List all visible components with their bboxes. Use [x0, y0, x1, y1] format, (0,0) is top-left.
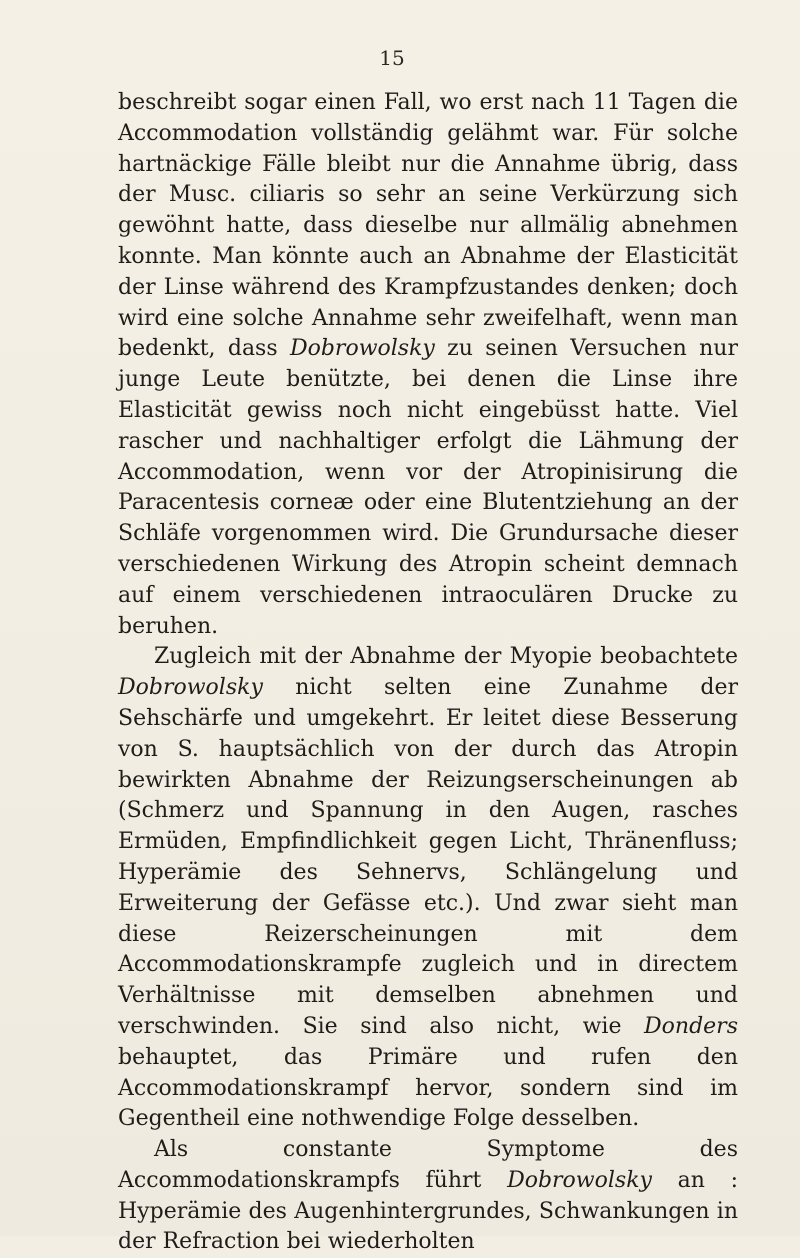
body-text	[118, 88, 738, 1258]
paragraph	[118, 642, 738, 1135]
author-name: Dobrowolsky	[289, 336, 435, 362]
text-run: nicht selten eine Zunahme der Sehschärfe und umgekehrt. Er leitet diese Besserung von S. hauptsächlich von der durch das Atropin bewirkten Abnahme der Reizungserscheinungen ab (Schmerz und Spannung in den Augen, rasches Ermüden, Empfindlichkeit gegen Licht, Thränenfluss; Hyperämie des Sehnervs, Schlängelung und Erweiterung der Gefässe etc.). Und zwar sieht man diese Reizerscheinungen mit dem Accommodationskrampfe zugleich und in directem Verhältnisse mit demselben abnehmen und verschwinden. Sie sind also nicht, wie	[118, 675, 738, 1039]
paragraph	[118, 88, 738, 642]
author-name: Dobrowolsky	[118, 675, 263, 701]
text-run: an : Hyperämie des Augenhintergrundes, Schwankungen in der Refraction bei wiederholten	[118, 1167, 738, 1255]
text-run: behauptet, das Primäre und rufen den Accommodationskrampf hervor, sondern sind im Gegentheil eine nothwendige Folge desselben.	[118, 1044, 738, 1132]
text-run: beschreibt sogar einen Fall, wo erst nach 11 Tagen die Accommodation vollständig gelähmt war. Für solche hartnäckige Fälle bleibt nur die Annahme übrig, dass der Musc. ciliaris so sehr an seine Verkürzung sich gewöhnt hatte, dass dieselbe nur allmälig abnehmen konnte. Man könnte auch an Abnahme der Elasticität der Linse während des Krampfzustandes denken; doch wird eine solche Annahme sehr zweifelhaft, wenn man bedenkt, dass	[118, 90, 738, 362]
text-run: zu seinen Versuchen nur junge Leute benützte, bei denen die Linse ihre Elasticität gewiss noch nicht eingebüsst hatte. Viel rascher und nachhaltiger erfolgt die Lähmung der Accommodation, wenn vor der Atropinisirung die Paracentesis corneæ oder eine Blutentziehung an der Schläfe vorgenommen wird. Die Grundursache dieser verschiedenen Wirkung des Atropin scheint demnach auf einem verschiedenen intraoculären Drucke zu beruhen.	[118, 336, 738, 639]
text-run: Als constante Symptome des Accommodationskrampfs führt	[118, 1137, 738, 1193]
paragraph	[118, 1135, 738, 1258]
page-number: 15	[379, 46, 405, 70]
author-name: Dobrowolsky	[507, 1167, 652, 1193]
author-name: Donders	[644, 1013, 738, 1039]
text-run: Zugleich mit der Abnahme der Myopie beobachtete	[154, 644, 738, 670]
